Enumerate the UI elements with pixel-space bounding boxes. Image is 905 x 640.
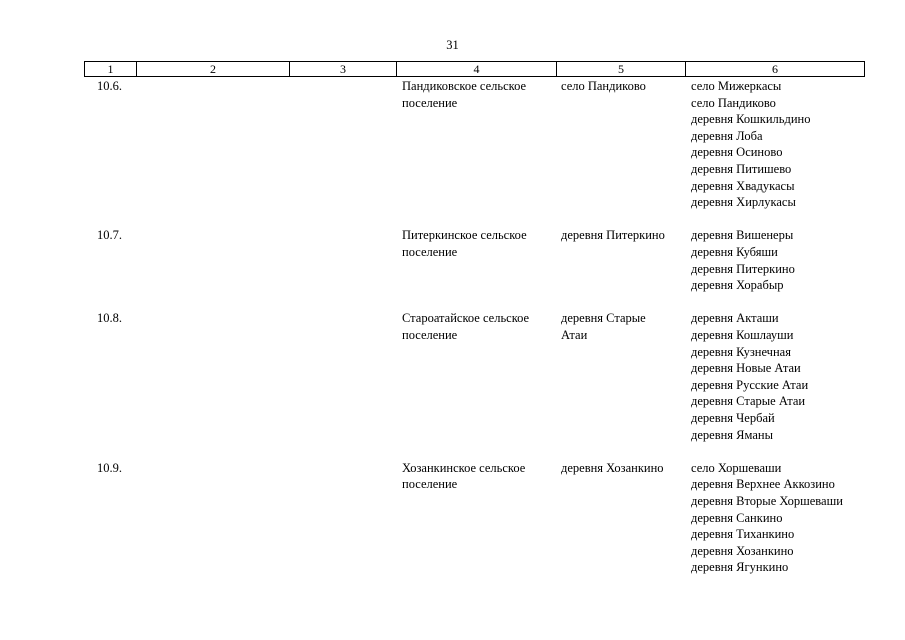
administrative-center (561, 310, 686, 343)
settlement-name-line: Питеркинское сельское (402, 228, 527, 243)
administrative-center-line: деревня Хозанкино (561, 460, 664, 475)
localities-list-line: деревня Вторые Хоршеваши (691, 493, 843, 508)
settlement-name (402, 460, 557, 493)
column-1-number: 1 (85, 62, 137, 77)
localities-list-line: деревня Кубяши (691, 244, 778, 259)
administrative-center (561, 227, 686, 244)
row-number: 10.7. (97, 228, 122, 243)
localities-list-line: деревня Старые Атаи (691, 394, 806, 409)
localities-list (691, 78, 866, 211)
localities-list-line: деревня Осиново (691, 145, 783, 160)
localities-list-line: деревня Кузнечная (691, 344, 791, 359)
localities-list-line: деревня Яманы (691, 427, 773, 442)
column-4-number: 4 (397, 62, 557, 77)
page-number: 31 (446, 38, 459, 52)
column-5-number: 5 (557, 62, 686, 77)
settlement-name-line: поселение (402, 477, 458, 492)
localities-list-line: деревня Санкино (691, 510, 783, 525)
administrative-center-line: деревня Старые (561, 311, 646, 326)
row-number: 10.6. (97, 79, 122, 93)
administrative-center-line: деревня Питеркино (561, 228, 665, 243)
localities-list-line: деревня Чербай (691, 410, 775, 425)
column-2-number: 2 (137, 62, 290, 77)
localities-list-line: деревня Русские Атаи (691, 377, 809, 392)
localities-list-line: деревня Питеркино (691, 261, 795, 276)
settlement-name-line: Хозанкинское сельское (402, 460, 526, 475)
settlement-name (402, 227, 557, 260)
localities-list-line: деревня Вишенеры (691, 228, 794, 243)
localities-list-line: деревня Лоба (691, 128, 763, 143)
localities-list-line: село Пандиково (691, 95, 776, 110)
localities-list-line: деревня Хирлукасы (691, 195, 796, 210)
localities-list-line: деревня Хорабыр (691, 278, 784, 293)
localities-list-line: деревня Новые Атаи (691, 361, 801, 376)
localities-list-line: деревня Питишево (691, 161, 792, 176)
row-number: 10.9. (97, 460, 122, 475)
column-number-header (84, 61, 865, 77)
settlement-name-line: Староатайское сельское (402, 311, 530, 326)
column-6-number: 6 (686, 62, 865, 77)
administrative-center-line: село Пандиково (561, 79, 646, 93)
localities-list (691, 460, 866, 576)
localities-list-line: деревня Ягункино (691, 560, 789, 575)
settlement-name-line: поселение (402, 95, 458, 110)
settlement-name-line: поселение (402, 244, 458, 259)
localities-list-line: село Мижеркасы (691, 79, 782, 93)
column-3-number: 3 (290, 62, 397, 77)
localities-list (691, 227, 866, 293)
localities-list-line: деревня Кошкильдино (691, 112, 811, 127)
localities-list (691, 310, 866, 443)
localities-list-line: деревня Верхнее Аккозино (691, 477, 835, 492)
settlement-name (402, 310, 557, 343)
administrative-center-line: Атаи (561, 327, 588, 342)
localities-list-line: деревня Тиханкино (691, 527, 795, 542)
settlement-name-line: поселение (402, 327, 458, 342)
row-number: 10.8. (97, 311, 122, 326)
localities-list-line: деревня Хвадукасы (691, 178, 795, 193)
administrative-center (561, 460, 686, 477)
settlement-name-line: Пандиковское сельское (402, 79, 527, 93)
localities-list-line: деревня Хозанкино (691, 543, 794, 558)
localities-list-line: деревня Акташи (691, 311, 779, 326)
localities-list-line: село Хоршеваши (691, 460, 782, 475)
settlement-name (402, 78, 557, 111)
localities-list-line: деревня Кошлауши (691, 327, 794, 342)
administrative-center (561, 78, 686, 95)
